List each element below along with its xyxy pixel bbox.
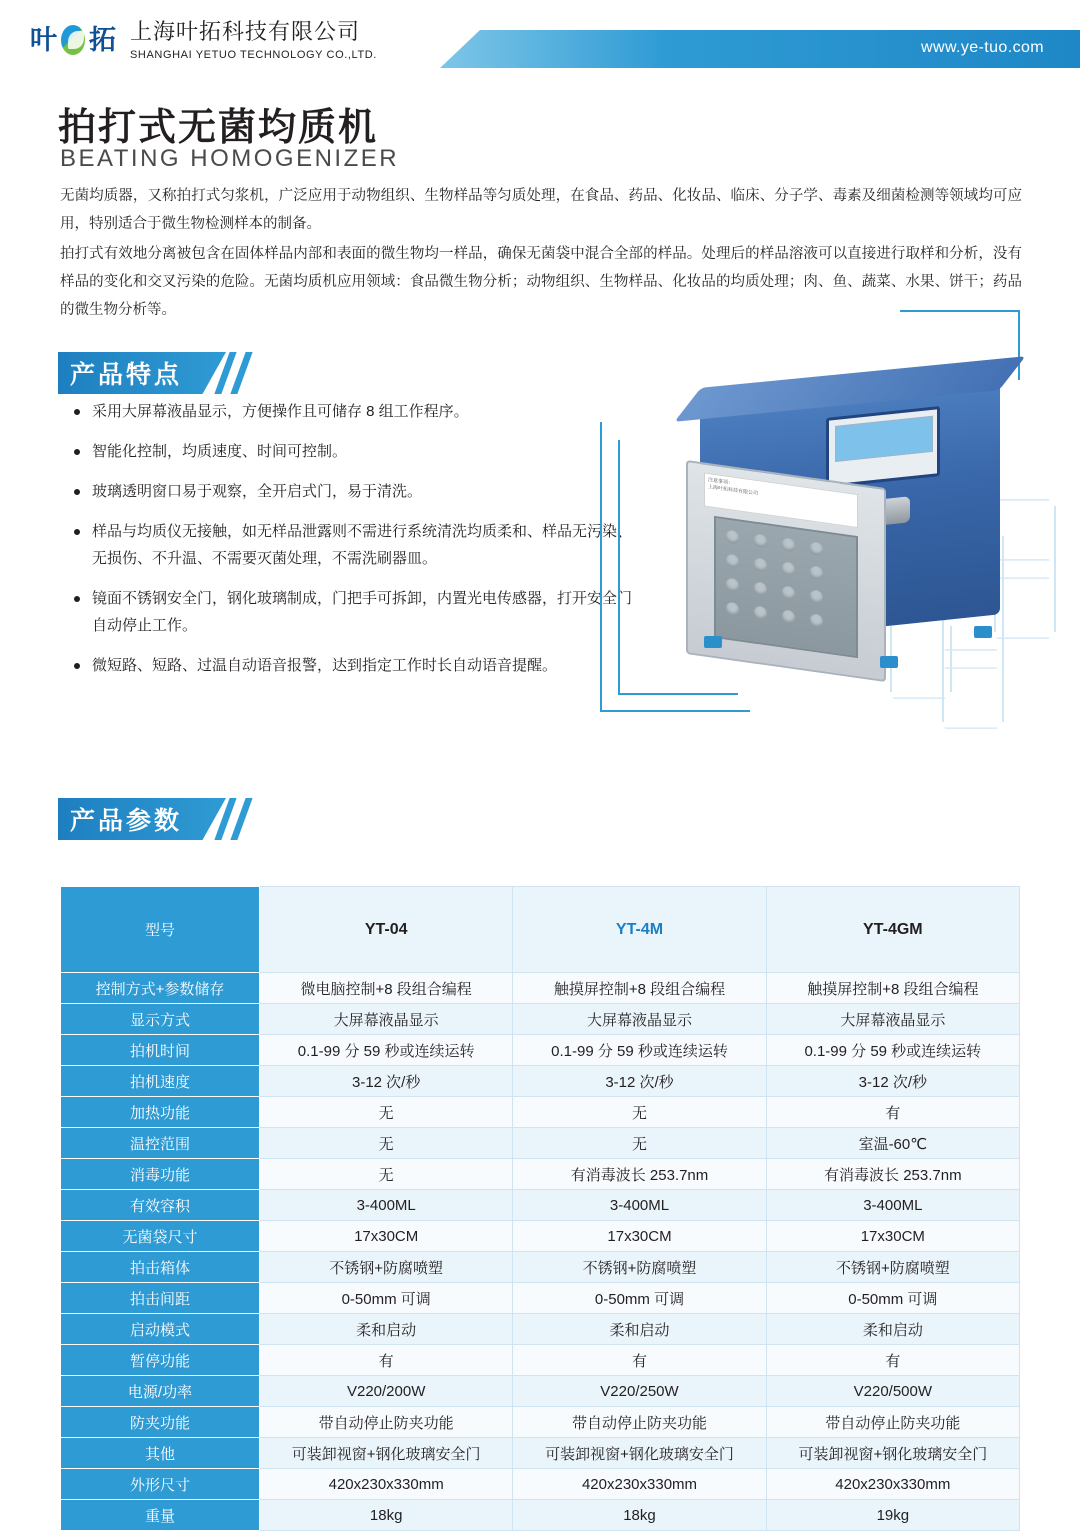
- table-row: [61, 1314, 1020, 1345]
- table-cell: 420x230x330mm: [260, 1469, 513, 1500]
- table-cell: 大屏幕液晶显示: [513, 1004, 766, 1035]
- table-row-label: 拍击间距: [61, 1283, 260, 1314]
- feature-item: 采用大屏幕液晶显示，方便操作且可储存 8 组工作程序。: [72, 398, 632, 425]
- decor-line-bottom: [600, 710, 750, 712]
- table-cell: 3-400ML: [260, 1190, 513, 1221]
- table-row: [61, 1500, 1020, 1531]
- table-row: [61, 1376, 1020, 1407]
- table-row: [61, 1159, 1020, 1190]
- machine-foot: [880, 656, 898, 668]
- table-row: [61, 1438, 1020, 1469]
- table-row: [61, 1128, 1020, 1159]
- table-cell: 带自动停止防夹功能: [513, 1407, 766, 1438]
- leaf-icon: [61, 25, 85, 55]
- table-cell: 不锈钢+防腐喷塑: [513, 1252, 766, 1283]
- table-cell: 柔和启动: [513, 1314, 766, 1345]
- params-section-heading: [58, 798, 182, 840]
- feature-item: 玻璃透明窗口易于观察，全开启式门，易于清洗。: [72, 478, 632, 505]
- table-cell: 无: [513, 1128, 766, 1159]
- features-section-heading: [58, 352, 182, 394]
- table-row: [61, 887, 1020, 973]
- machine-lcd-screen: [835, 416, 933, 462]
- table-row-label: 暂停功能: [61, 1345, 260, 1376]
- table-row: [61, 1035, 1020, 1066]
- company-name-cn: 上海叶拓科技有限公司: [130, 19, 361, 44]
- table-row: [61, 1097, 1020, 1128]
- features-heading-label: 产品特点: [70, 361, 183, 389]
- table-cell: YT-4M: [513, 887, 766, 973]
- table-cell: YT-04: [260, 887, 513, 973]
- machine-view-window: [714, 516, 858, 658]
- table-row-label: 型号: [61, 887, 260, 973]
- features-list: [72, 398, 632, 692]
- table-cell: 0-50mm 可调: [766, 1283, 1019, 1314]
- table-cell: 420x230x330mm: [513, 1469, 766, 1500]
- table-row-label: 启动模式: [61, 1314, 260, 1345]
- machine-foot: [704, 636, 722, 648]
- table-cell: 无: [260, 1097, 513, 1128]
- intro-paragraph-1: 无菌均质器，又称拍打式匀浆机，广泛应用于动物组织、生物样品等匀质处理，在食品、药品、化妆品、临床、分子学、毒素及细菌检测等领域均可应用，特别适合于微生物检测样本的制备。: [60, 188, 1022, 232]
- table-cell: V220/200W: [260, 1376, 513, 1407]
- table-cell: 有消毒波长 253.7nm: [766, 1159, 1019, 1190]
- table-cell: 17x30CM: [766, 1221, 1019, 1252]
- company-logo: [30, 18, 377, 62]
- table-cell: 有消毒波长 253.7nm: [513, 1159, 766, 1190]
- table-cell: 大屏幕液晶显示: [260, 1004, 513, 1035]
- page-title-cn: 拍打式无菌均质机: [58, 107, 379, 149]
- table-cell: 0.1-99 分 59 秒或连续运转: [766, 1035, 1019, 1066]
- table-cell: 17x30CM: [513, 1221, 766, 1252]
- logo-char-right: 拓: [89, 24, 116, 55]
- logo-mark: [30, 20, 116, 60]
- table-row: [61, 973, 1020, 1004]
- table-cell: 可装卸视窗+钢化玻璃安全门: [766, 1438, 1019, 1469]
- intro-paragraph-2: 拍打式有效地分离被包含在固体样品内部和表面的微生物均一样品，确保无菌袋中混合全部的样品。处理后的样品溶液可以直接进行取样和分析，没有样品的变化和交叉污染的危险。无菌均质机应用领域：食品微生物分析；动物组织、生物样品、化妆品的均质处理；肉、鱼、蔬菜、水果、饼干；药品的微生物分析等。: [60, 246, 1022, 318]
- decor-line-inner-bottom: [618, 693, 738, 695]
- table-cell: 0.1-99 分 59 秒或连续运转: [260, 1035, 513, 1066]
- machine-front-door: [686, 460, 886, 682]
- table-row: [61, 1221, 1020, 1252]
- table-cell: 3-12 次/秒: [513, 1066, 766, 1097]
- table-cell: 柔和启动: [766, 1314, 1019, 1345]
- table-row-label: 无菌袋尺寸: [61, 1221, 260, 1252]
- table-cell: YT-4GM: [766, 887, 1019, 973]
- company-name-block: [130, 18, 377, 62]
- table-row-label: 消毒功能: [61, 1159, 260, 1190]
- table-row-label: 防夹功能: [61, 1407, 260, 1438]
- decor-line-top: [900, 310, 1020, 312]
- table-cell: 触摸屏控制+8 段组合编程: [513, 973, 766, 1004]
- parameters-table-wrapper: [60, 886, 1020, 1531]
- table-row-label: 电源/功率: [61, 1376, 260, 1407]
- table-row-label: 控制方式+参数储存: [61, 973, 260, 1004]
- table-row-label: 外形尺寸: [61, 1469, 260, 1500]
- table-cell: 带自动停止防夹功能: [260, 1407, 513, 1438]
- table-row: [61, 1066, 1020, 1097]
- table-cell: 3-400ML: [766, 1190, 1019, 1221]
- table-cell: 有: [260, 1345, 513, 1376]
- table-row-label: 重量: [61, 1500, 260, 1531]
- table-cell: 不锈钢+防腐喷塑: [260, 1252, 513, 1283]
- feature-item: 样品与均质仪无接触，如无样品泄露则不需进行系统清洗均质柔和、样品无污染、无损伤、不升温、不需要灭菌处理，不需洗刷器皿。: [72, 518, 632, 572]
- table-cell: 可装卸视窗+钢化玻璃安全门: [260, 1438, 513, 1469]
- logo-char-left: 叶: [30, 24, 57, 55]
- page-header: [0, 0, 1080, 86]
- table-row-label: 有效容积: [61, 1190, 260, 1221]
- company-name-en: SHANGHAI YETUO TECHNOLOGY CO.,LTD.: [130, 48, 377, 61]
- table-cell: 有: [766, 1345, 1019, 1376]
- table-cell: 3-12 次/秒: [766, 1066, 1019, 1097]
- table-row: [61, 1469, 1020, 1500]
- table-row-label: 拍机速度: [61, 1066, 260, 1097]
- table-cell: 420x230x330mm: [766, 1469, 1019, 1500]
- table-row-label: 温控范围: [61, 1128, 260, 1159]
- parameters-table: [60, 886, 1020, 1531]
- machine-paddle-dots: [726, 530, 846, 645]
- table-cell: 可装卸视窗+钢化玻璃安全门: [513, 1438, 766, 1469]
- table-cell: 18kg: [513, 1500, 766, 1531]
- table-cell: 3-400ML: [513, 1190, 766, 1221]
- table-cell: 19kg: [766, 1500, 1019, 1531]
- table-row: [61, 1004, 1020, 1035]
- decor-line-inner: [618, 440, 620, 695]
- table-row-label: 加热功能: [61, 1097, 260, 1128]
- machine-control-panel: [826, 406, 940, 488]
- table-cell: 室温-60℃: [766, 1128, 1019, 1159]
- table-cell: 微电脑控制+8 段组合编程: [260, 973, 513, 1004]
- table-cell: 0-50mm 可调: [513, 1283, 766, 1314]
- table-row-label: 拍击箱体: [61, 1252, 260, 1283]
- table-cell: 有: [513, 1345, 766, 1376]
- page-title-en: BEATING HOMOGENIZER: [60, 145, 400, 172]
- table-row: [61, 1252, 1020, 1283]
- table-cell: 大屏幕液晶显示: [766, 1004, 1019, 1035]
- table-cell: 3-12 次/秒: [260, 1066, 513, 1097]
- machine-foot: [974, 626, 992, 638]
- table-row: [61, 1190, 1020, 1221]
- website-url[interactable]: www.ye-tuo.com: [921, 39, 1044, 56]
- homogenizer-machine-illustration: [630, 380, 1020, 680]
- table-cell: 0.1-99 分 59 秒或连续运转: [513, 1035, 766, 1066]
- table-row-label: 其他: [61, 1438, 260, 1469]
- table-cell: 有: [766, 1097, 1019, 1128]
- table-row-label: 显示方式: [61, 1004, 260, 1035]
- table-cell: 17x30CM: [260, 1221, 513, 1252]
- machine-warning-title: 注意事项：: [708, 477, 734, 487]
- table-cell: 18kg: [260, 1500, 513, 1531]
- feature-item: 微短路、短路、过温自动语音报警，达到指定工作时长自动语音提醒。: [72, 652, 632, 679]
- table-row: [61, 1283, 1020, 1314]
- table-row: [61, 1407, 1020, 1438]
- machine-label-caption: 上海叶拓科技有限公司: [708, 484, 759, 498]
- feature-item: 镜面不锈钢安全门，钢化玻璃制成，门把手可拆卸，内置光电传感器，打开安全门自动停止工作。: [72, 585, 632, 639]
- table-cell: 无: [513, 1097, 766, 1128]
- table-cell: 触摸屏控制+8 段组合编程: [766, 973, 1019, 1004]
- table-row: [61, 1345, 1020, 1376]
- table-cell: 带自动停止防夹功能: [766, 1407, 1019, 1438]
- table-cell: 无: [260, 1159, 513, 1190]
- table-cell: 不锈钢+防腐喷塑: [766, 1252, 1019, 1283]
- table-cell: 无: [260, 1128, 513, 1159]
- feature-item: 智能化控制，均质速度、时间可控制。: [72, 438, 632, 465]
- product-image-area: [590, 300, 1060, 770]
- table-row-label: 拍机时间: [61, 1035, 260, 1066]
- params-heading-label: 产品参数: [70, 807, 183, 835]
- table-cell: 柔和启动: [260, 1314, 513, 1345]
- heading-slash-decor: [216, 798, 268, 840]
- table-cell: 0-50mm 可调: [260, 1283, 513, 1314]
- table-cell: V220/500W: [766, 1376, 1019, 1407]
- decor-line-left: [600, 422, 602, 712]
- heading-slash-decor: [216, 352, 268, 394]
- decor-line-top-right: [1018, 310, 1020, 380]
- table-cell: V220/250W: [513, 1376, 766, 1407]
